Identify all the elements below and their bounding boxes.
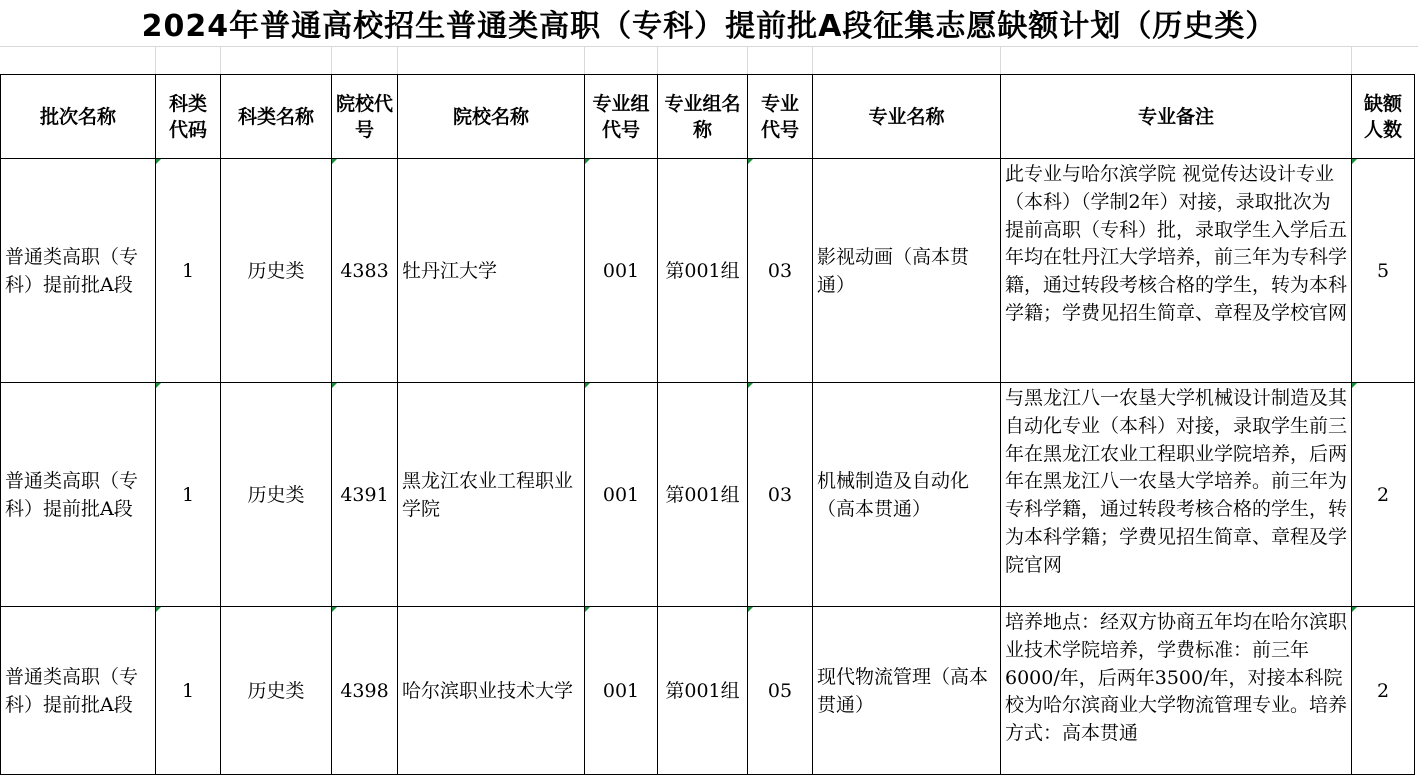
batch-name-cell[interactable]: 普通类高职（专科）提前批A段 [1, 607, 156, 775]
table-row [1, 159, 1415, 383]
subject-code-cell[interactable]: 1 [156, 159, 221, 383]
group-name-cell[interactable]: 第001组 [658, 383, 748, 607]
group-code-cell[interactable]: 001 [585, 383, 658, 607]
header-group-name: 专业组名称 [658, 75, 748, 159]
vacancies-cell[interactable]: 5 [1352, 159, 1415, 383]
batch-name-cell[interactable]: 普通类高职（专科）提前批A段 [1, 159, 156, 383]
major-name-cell[interactable]: 现代物流管理（高本贯通） [813, 607, 1001, 775]
header-batch-name: 批次名称 [1, 75, 156, 159]
major-remark-cell[interactable]: 此专业与哈尔滨学院 视觉传达设计专业（本科）（学制2年）对接，录取批次为提前高职（专科）批，录取学生入学后五年均在牡丹江大学培养，前三年为专科学籍，通过转段考核合格的学生，转为本科学籍；学费见招生简章、章程及学校官网 [1001, 159, 1352, 383]
school-name-cell[interactable]: 黑龙江农业工程职业学院 [398, 383, 585, 607]
major-code-cell[interactable]: 05 [748, 607, 813, 775]
school-code-cell[interactable]: 4391 [332, 383, 398, 607]
header-school-name: 院校名称 [398, 75, 585, 159]
table-row [1, 607, 1415, 775]
major-remark-cell[interactable]: 与黑龙江八一农垦大学机械设计制造及其自动化专业（本科）对接，录取学生前三年在黑龙江农业工程职业学院培养，后两年在黑龙江八一农垦大学培养。前三年为专科学籍，通过转段考核合格的学生，转为本科学籍；学费见招生简章、章程及学院官网 [1001, 383, 1352, 607]
subject-code-cell[interactable]: 1 [156, 383, 221, 607]
header-major-name: 专业名称 [813, 75, 1001, 159]
subject-name-cell[interactable]: 历史类 [221, 159, 332, 383]
major-name-cell[interactable]: 影视动画（高本贯通） [813, 159, 1001, 383]
group-name-cell[interactable]: 第001组 [658, 607, 748, 775]
group-code-cell[interactable]: 001 [585, 159, 658, 383]
vacancies-cell[interactable]: 2 [1352, 383, 1415, 607]
table-row [1, 383, 1415, 607]
major-remark-cell[interactable]: 培养地点：经双方协商五年均在哈尔滨职业技术学院培养，学费标准：前三年6000/年，后两年3500/年，对接本科院校为哈尔滨商业大学物流管理专业。培养方式：高本贯通 [1001, 607, 1352, 775]
header-major-code: 专业代号 [748, 75, 813, 159]
header-row [1, 75, 1415, 159]
header-subject-code: 科类代码 [156, 75, 221, 159]
subject-name-cell[interactable]: 历史类 [221, 607, 332, 775]
school-code-cell[interactable]: 4398 [332, 607, 398, 775]
major-code-cell[interactable]: 03 [748, 159, 813, 383]
school-name-cell[interactable]: 牡丹江大学 [398, 159, 585, 383]
subject-code-cell[interactable]: 1 [156, 607, 221, 775]
school-name-cell[interactable]: 哈尔滨职业技术大学 [398, 607, 585, 775]
header-vacancies: 缺额人数 [1352, 75, 1415, 159]
header-group-code: 专业组代号 [585, 75, 658, 159]
group-code-cell[interactable]: 001 [585, 607, 658, 775]
header-school-code: 院校代号 [332, 75, 398, 159]
major-name-cell[interactable]: 机械制造及自动化（高本贯通） [813, 383, 1001, 607]
major-code-cell[interactable]: 03 [748, 383, 813, 607]
header-subject-name: 科类名称 [221, 75, 332, 159]
subject-name-cell[interactable]: 历史类 [221, 383, 332, 607]
sheet-title: 2024年普通高校招生普通类高职（专科）提前批A段征集志愿缺额计划（历史类） [141, 9, 1277, 44]
batch-name-cell[interactable]: 普通类高职（专科）提前批A段 [1, 383, 156, 607]
vacancy-plan-table [0, 74, 1415, 775]
blank-spacer-row [0, 46, 1418, 74]
vacancies-cell[interactable]: 2 [1352, 607, 1415, 775]
group-name-cell[interactable]: 第001组 [658, 159, 748, 383]
header-major-remark: 专业备注 [1001, 75, 1352, 159]
school-code-cell[interactable]: 4383 [332, 159, 398, 383]
